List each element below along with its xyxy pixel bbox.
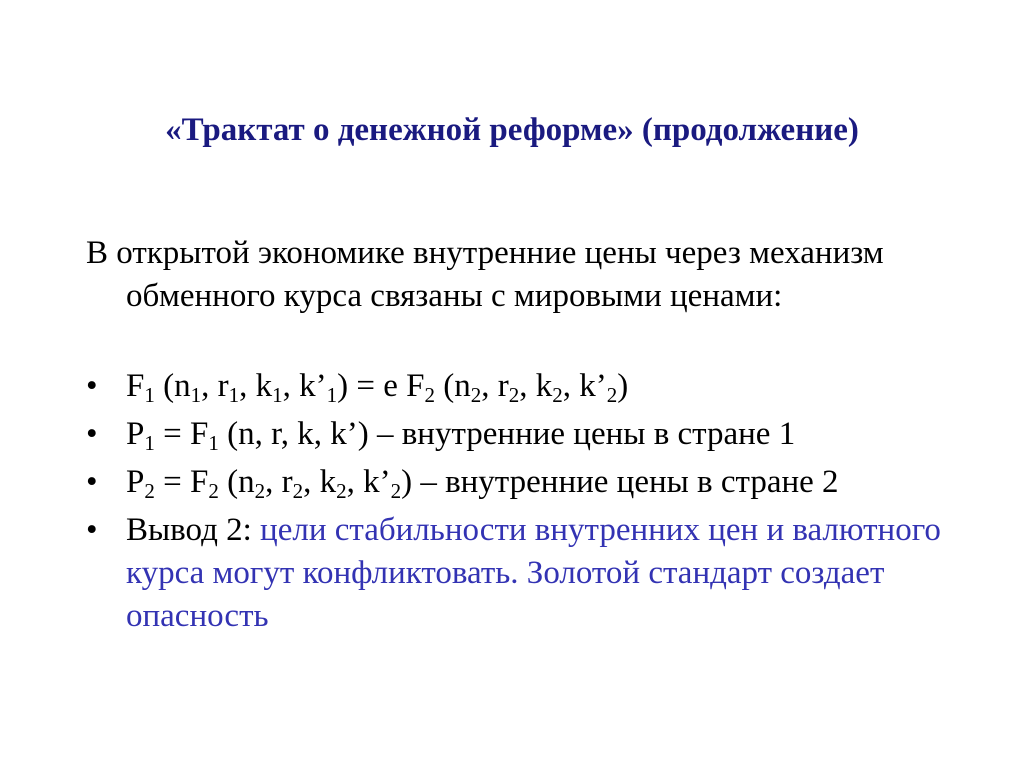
intro-text: В открытой экономике внутренние цены через механизм обменного курса связаны с мировыми ценами: bbox=[86, 235, 884, 314]
bullet-icon: • bbox=[86, 512, 98, 548]
bullet-icon: • bbox=[86, 416, 98, 452]
bullet-price-country-2 bbox=[86, 461, 986, 504]
bullet-list bbox=[86, 365, 986, 643]
bullet-conclusion bbox=[86, 509, 986, 638]
formula-text: $P_1 = F_1$ (n, r, k, k’) – внутренние цены в стране 1 bbox=[126, 416, 796, 455]
formula-text: $P_2 = F_2$ ($n_2$, $r_2$, $k_2$, $k’_2$) – внутренние цены в стране 2 bbox=[126, 464, 839, 503]
conclusion-lead: Вывод 2: bbox=[126, 512, 261, 548]
bullet-icon: • bbox=[86, 464, 98, 500]
bullet-icon: • bbox=[86, 368, 98, 404]
slide-title: «Трактат о денежной реформе» (продолжение) bbox=[165, 112, 859, 148]
conclusion-highlight: цели стабильности внутренних цен и валютного курса могут конфликтовать. Золотой стандарт создает опасность bbox=[126, 512, 941, 634]
bullet-formula-equilibrium bbox=[86, 365, 986, 408]
formula-text: $F_1$ ($n_1$, $r_1$, $k_1$, $k’_1) = e$ $F_2$ ($n_2$, $r_2$, $k_2$, $k’_2$) bbox=[126, 368, 629, 407]
bullet-price-country-1 bbox=[86, 413, 986, 456]
